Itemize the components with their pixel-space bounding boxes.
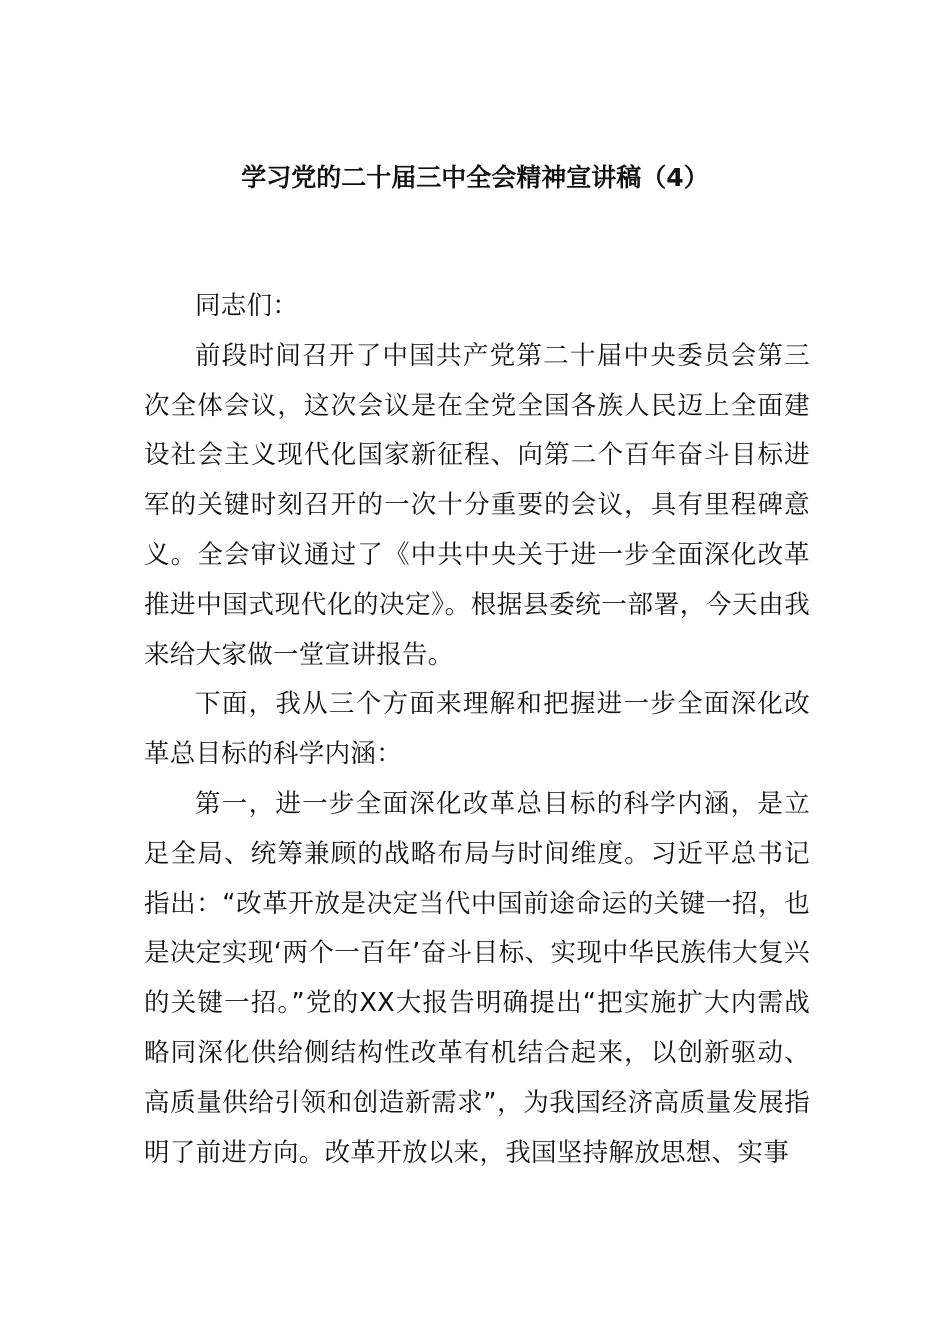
salutation: 同志们： xyxy=(195,291,299,321)
paragraph-three-aspects: 下面，我从三个方面来理解和把握进一步全面深化改革总目标的科学内涵： xyxy=(144,689,810,770)
document-title: 学习党的二十届三中全会精神宣讲稿（4） xyxy=(241,163,709,192)
paragraph-meeting-intro: 前段时间召开了中国共产党第二十届中央委员会第三次全体会议，这次会议是在全党全国各族人民迈上全面建设社会主义现代化国家新征程、向第二个百年奋斗目标进军的关键时刻召开的一次十分重要的会议，具有里程碑意义。全会审议通过了《中共中央关于进一步全面深化改革推进中国式现代化的决定》。根据县委统一部署，今天由我来给大家做一堂宣讲报告。 xyxy=(144,340,810,670)
paragraph-first-point: 第一，进一步全面深化改革总目标的科学内涵，是立足全局、统筹兼顾的战略布局与时间维度。习近平总书记指出：“改革开放是决定当代中国前途命运的关键一招，也是决定实现‘两个一百年’奋斗目标、实现中华民族伟大复兴的关键一招。”党的XX大报告明确提出“把实施扩大内需战略同深化供给侧结构性改革有机结合起来，以创新驱动、高质量供给引领和创造新需求”，为我国经济高质量发展指明了前进方向。改革开放以来，我国坚持解放思想、实事 xyxy=(144,788,810,1168)
document-body xyxy=(144,282,810,1178)
